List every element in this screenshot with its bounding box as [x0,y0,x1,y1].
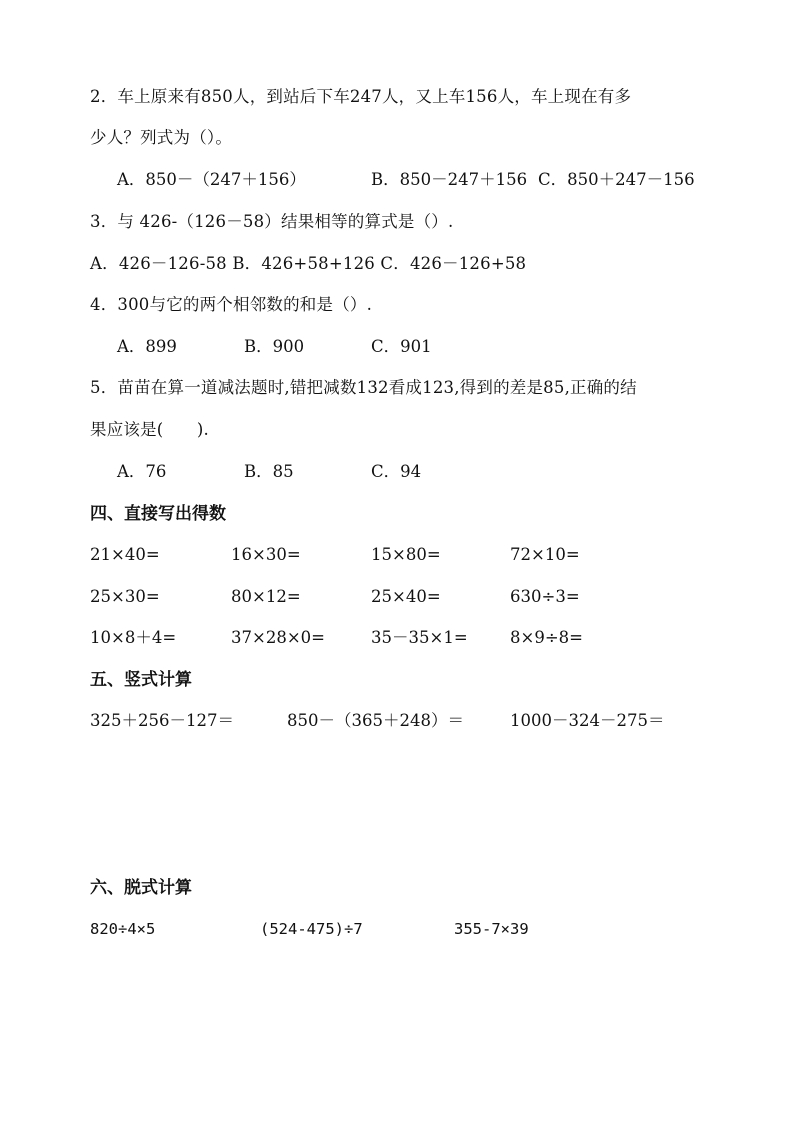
question-3-options: A．426－126-58 B．426+58+126 C．426－126+58 [90,254,527,273]
section-4-title: 四、直接写出得数 [90,504,226,524]
calc-item: 37×28×0= [231,628,325,647]
question-5-option-b: B．85 [244,462,294,481]
calc-item: 16×30= [231,545,301,564]
calc-item: 21×40= [90,545,160,564]
step-calc-item: 820÷4×5 [90,920,156,938]
question-4: 4．300与它的两个相邻数的和是（）. [90,295,373,314]
step-calc-item: 355-7×39 [454,920,529,938]
vertical-calc-item: 850－（365＋248）＝ [287,711,464,730]
question-4-option-b: B．900 [244,337,305,356]
question-5-line-1: 5．苗苗在算一道减法题时,错把减数132看成123,得到的差是85,正确的结 [90,378,637,397]
calc-item: 25×40= [371,587,441,606]
section-6-title: 六、脱式计算 [90,878,192,898]
calc-item: 8×9÷8= [510,628,583,647]
calc-item: 25×30= [90,587,160,606]
question-4-option-a: A．899 [117,337,177,356]
question-2-option-c: C．850＋247－156 [538,170,695,189]
question-2-option-b: B．850－247＋156 [371,170,528,189]
calc-item: 15×80= [371,545,441,564]
section-5-title: 五、竖式计算 [90,670,192,690]
question-2-line-1: 2．车上原来有850人，到站后下车247人，又上车156人，车上现在有多 [90,87,632,106]
calc-item: 35－35×1= [371,628,468,647]
question-3: 3．与 426-（126－58）结果相等的算式是（）. [90,212,454,231]
vertical-calc-item: 1000－324－275＝ [510,711,665,730]
question-2-option-a: A．850－（247＋156） [117,170,306,189]
question-4-option-c: C．901 [371,337,432,356]
question-2-line-2: 少人？列式为（）。 [90,128,233,147]
vertical-calc-item: 325＋256－127＝ [90,711,234,730]
question-5-line-2: 果应该是( ). [90,420,209,439]
calc-item: 10×8＋4= [90,628,177,647]
calc-item: 72×10= [510,545,580,564]
question-5-option-a: A．76 [117,462,167,481]
step-calc-item: (524-475)÷7 [260,920,363,938]
question-5-option-c: C．94 [371,462,422,481]
calc-item: 80×12= [231,587,301,606]
calc-item: 630÷3= [510,587,580,606]
